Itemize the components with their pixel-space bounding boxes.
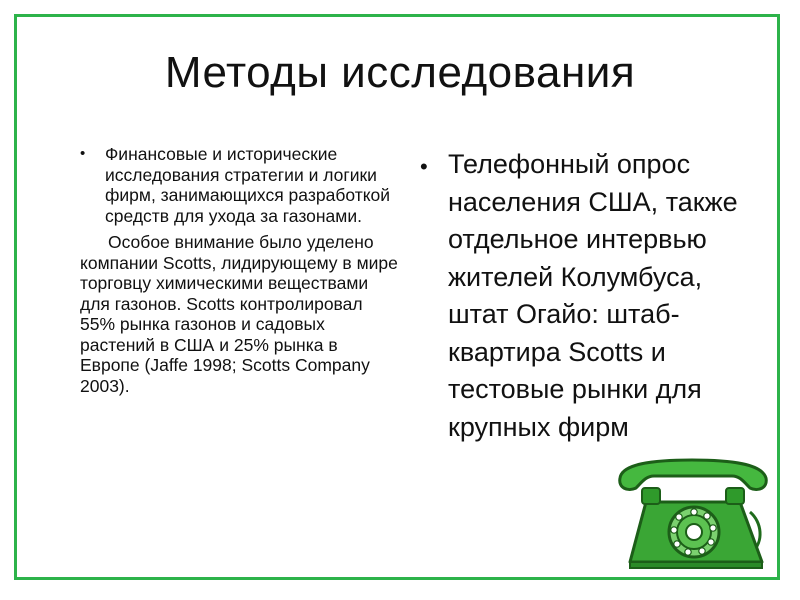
left-paragraph: Особое внимание было уделено компании Scotts, лидирующему в мире торговцу химическими веществами для газонов. Scotts контролировал 55% рынка газонов и садовых растений в США и 25% рынка в Европе (Jaffe 1998; Scotts Company 2003). bbox=[80, 232, 398, 396]
left-column bbox=[80, 144, 400, 396]
rotary-telephone-icon bbox=[612, 452, 774, 572]
right-column bbox=[420, 146, 760, 446]
right-bullet bbox=[420, 146, 760, 446]
bullet-dot-icon: • bbox=[80, 145, 86, 162]
left-bullet bbox=[80, 144, 400, 226]
left-bullet-text: Финансовые и исторические исследования стратегии и логики фирм, занимающихся разработкой средств для ухода за газонами. bbox=[105, 144, 391, 226]
slide-title: Методы исследования bbox=[164, 48, 636, 97]
bullet-dot-icon: • bbox=[420, 154, 428, 179]
right-bullet-text: Телефонный опрос населения США, также отдельное интервью жителей Колумбуса, штат Огайо: штаб-квартира Scotts и тестовые рынки для крупных фирм bbox=[448, 149, 738, 442]
